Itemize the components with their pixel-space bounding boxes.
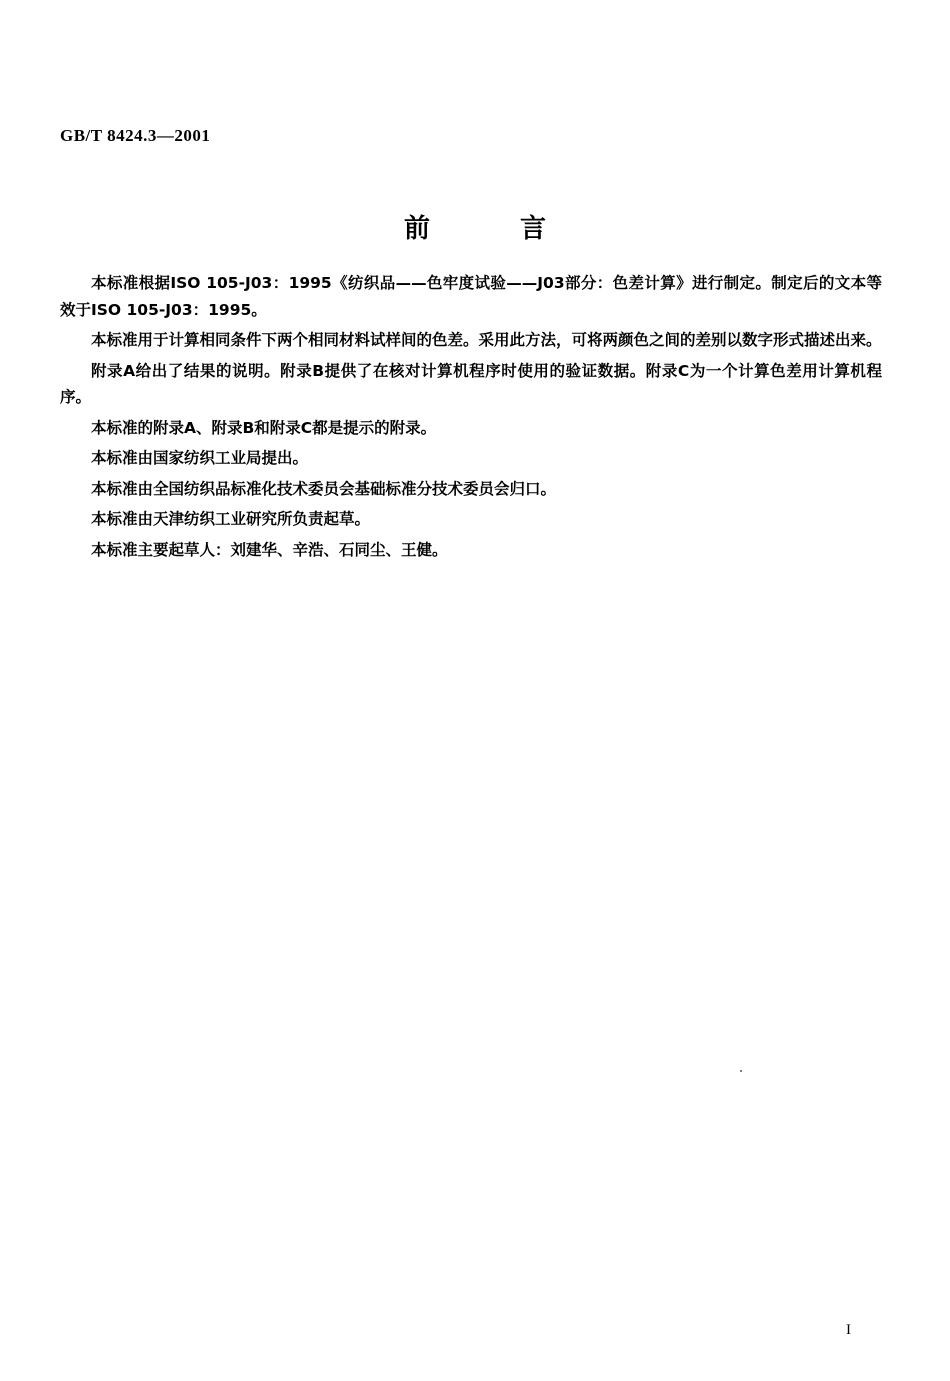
scan-speck (740, 1070, 742, 1072)
paragraph: 本标准由国家纺织工业局提出。 (91, 449, 309, 467)
paragraph: 本标准用于计算相同条件下两个相同材料试样间的色差。采用此方法，可将两颜色之间的差别以数字形式描述出来。 (91, 331, 882, 349)
paragraph: 本标准由全国纺织品标准化技术委员会基础标准分技术委员会归口。 (91, 479, 557, 498)
page-title (0, 208, 950, 245)
paragraph: 本标准主要起草人：刘建华、辛浩、石同尘、王健。 (91, 540, 448, 559)
paragraph: 本标准的附录A、附录B和附录C都是提示的附录。 (91, 418, 437, 437)
document-code: GB/T 8424.3—2001 (60, 126, 211, 145)
title-char-1: 前 (403, 214, 430, 244)
page-number: I (846, 1322, 851, 1338)
foreword-body (60, 270, 882, 567)
title-char-2: 言 (520, 214, 547, 244)
paragraph: 本标准由天津纺织工业研究所负责起草。 (91, 510, 371, 528)
paragraph: 本标准根据ISO 105-J03：1995《纺织品——色牢度试验——J03部分：色差计算》进行制定。制定后的文本等效于ISO 105-J03：1995。 (60, 274, 882, 319)
paragraph: 附录A给出了结果的说明。附录B提供了在核对计算机程序时使用的验证数据。附录C为一个计算色差用计算机程序。 (60, 361, 882, 406)
